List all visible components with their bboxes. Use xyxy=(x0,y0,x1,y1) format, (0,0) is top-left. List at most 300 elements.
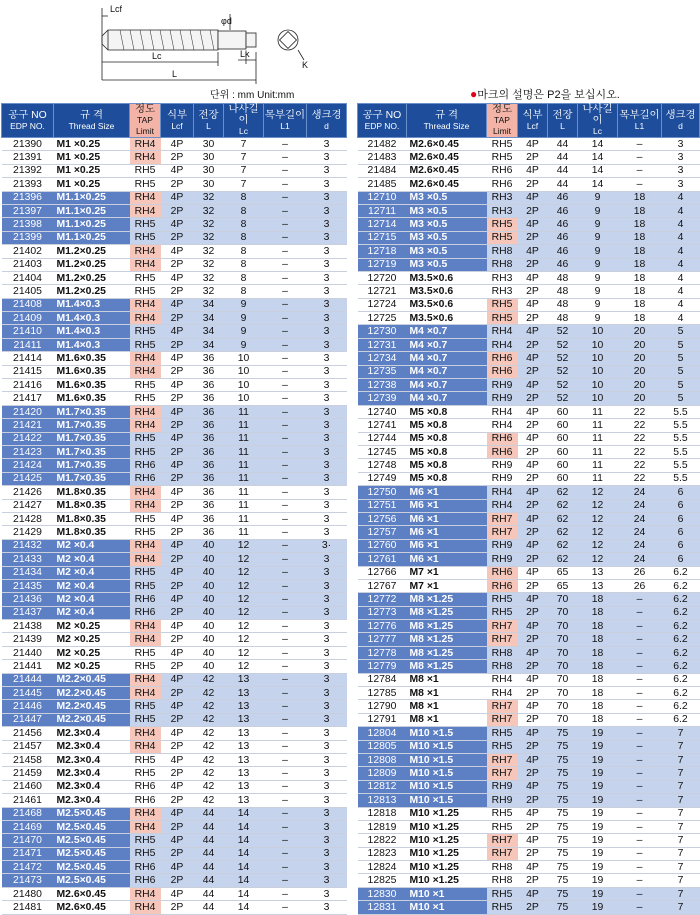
cell-neck-length: – xyxy=(618,807,662,820)
cell-edp-no: 21409 xyxy=(2,312,54,325)
cell-edp-no: 12830 xyxy=(358,887,407,900)
cell-tap-limit: RH6 xyxy=(487,432,518,445)
cell-tap-limit: RH5 xyxy=(130,164,161,177)
cell-lcf: 4P xyxy=(518,432,548,445)
cell-neck-length: – xyxy=(264,445,307,458)
cell-edp-no: 21441 xyxy=(2,660,54,673)
cell-thread-size: M3 ×0.5 xyxy=(407,245,487,258)
table-row xyxy=(2,512,347,525)
cell-lcf: 4P xyxy=(518,298,548,311)
cell-lcf: 4P xyxy=(161,379,194,392)
cell-edp-no: 21485 xyxy=(358,178,407,191)
cell-thread-size: M10 ×1 xyxy=(407,887,487,900)
cell-lcf: 4P xyxy=(161,164,194,177)
cell-neck-length: 18 xyxy=(618,245,662,258)
cell-thread-length: 18 xyxy=(578,660,618,673)
table-row xyxy=(2,231,347,244)
cell-lcf: 4P xyxy=(518,191,548,204)
cell-thread-size: M2.5×0.45 xyxy=(54,820,130,833)
cell-edp-no: 21417 xyxy=(2,392,54,405)
header-label: 목부길이 xyxy=(264,109,306,121)
cell-shank-dia: 6.2 xyxy=(662,646,700,659)
cell-shank-dia: 5.5 xyxy=(662,459,700,472)
cell-thread-size: M2 ×0.25 xyxy=(54,646,130,659)
cell-thread-size: M2.2×0.45 xyxy=(54,673,130,686)
cell-shank-dia: 5.5 xyxy=(662,472,700,485)
cell-tap-limit: RH6 xyxy=(487,566,518,579)
table-row xyxy=(2,151,347,164)
cell-thread-size: M2.2×0.45 xyxy=(54,700,130,713)
cell-shank-dia: 4 xyxy=(662,298,700,311)
cell-length: 40 xyxy=(194,646,224,659)
cell-thread-length: 12 xyxy=(224,553,264,566)
cell-neck-length: – xyxy=(264,753,307,766)
header-label-en: EDP NO. xyxy=(10,120,45,131)
cell-length: 34 xyxy=(194,298,224,311)
cell-thread-size: M8 ×1 xyxy=(407,673,487,686)
cell-tap-limit: RH9 xyxy=(487,392,518,405)
cell-thread-length: 11 xyxy=(224,486,264,499)
cell-thread-length: 11 xyxy=(224,445,264,458)
header-neck-length xyxy=(618,104,662,138)
header-thread-size xyxy=(407,104,487,138)
cell-shank-dia: 3 xyxy=(307,432,347,445)
cell-lcf: 4P xyxy=(518,405,548,418)
cell-neck-length: – xyxy=(618,646,662,659)
cell-thread-length: 12 xyxy=(224,566,264,579)
cell-length: 75 xyxy=(548,820,578,833)
cell-thread-length: 18 xyxy=(578,633,618,646)
cell-shank-dia: 3 xyxy=(307,405,347,418)
cell-neck-length: – xyxy=(264,807,307,820)
cell-thread-size: M2 ×0.25 xyxy=(54,633,130,646)
cell-tap-limit: RH5 xyxy=(130,285,161,298)
cell-neck-length: – xyxy=(264,352,307,365)
cell-shank-dia: 5.5 xyxy=(662,405,700,418)
cell-thread-size: M2.5×0.45 xyxy=(54,847,130,860)
cell-edp-no: 21416 xyxy=(2,379,54,392)
cell-tap-limit: RH6 xyxy=(487,365,518,378)
table-row xyxy=(2,687,347,700)
cell-tap-limit: RH3 xyxy=(487,271,518,284)
cell-thread-length: 9 xyxy=(578,218,618,231)
cell-neck-length: 22 xyxy=(618,445,662,458)
cell-lcf: 2P xyxy=(518,767,548,780)
cell-thread-length: 9 xyxy=(578,271,618,284)
table-row xyxy=(2,553,347,566)
cell-edp-no: 12751 xyxy=(358,499,407,512)
cell-shank-dia: 3 xyxy=(307,740,347,753)
cell-shank-dia: 5 xyxy=(662,338,700,351)
cell-tap-limit: RH4 xyxy=(487,419,518,432)
cell-neck-length: – xyxy=(264,780,307,793)
cell-thread-length: 7 xyxy=(224,178,264,191)
cell-neck-length: 22 xyxy=(618,419,662,432)
cell-thread-size: M1.1×0.25 xyxy=(54,191,130,204)
cell-length: 70 xyxy=(548,673,578,686)
table-row xyxy=(2,325,347,338)
table-row xyxy=(2,445,347,458)
cell-shank-dia: 6 xyxy=(662,553,700,566)
cell-tap-limit: RH6 xyxy=(487,445,518,458)
cell-neck-length: 18 xyxy=(618,191,662,204)
cell-edp-no: 12825 xyxy=(358,874,407,887)
table-row xyxy=(358,767,700,780)
cell-thread-size: M2 ×0.4 xyxy=(54,553,130,566)
cell-neck-length: – xyxy=(264,633,307,646)
cell-neck-length: – xyxy=(618,660,662,673)
cell-length: 62 xyxy=(548,553,578,566)
cell-tap-limit: RH7 xyxy=(487,512,518,525)
cell-edp-no: 12748 xyxy=(358,459,407,472)
cell-length: 75 xyxy=(548,727,578,740)
cell-lcf: 2P xyxy=(161,338,194,351)
table-row xyxy=(358,606,700,619)
cell-tap-limit: RH5 xyxy=(487,727,518,740)
cell-lcf: 2P xyxy=(161,767,194,780)
cell-thread-size: M2.5×0.45 xyxy=(54,861,130,874)
cell-tap-limit: RH4 xyxy=(130,245,161,258)
cell-thread-size: M3.5×0.6 xyxy=(407,298,487,311)
header-label: 생크경 xyxy=(665,109,696,121)
table-row xyxy=(358,271,700,284)
cell-shank-dia: 4 xyxy=(662,191,700,204)
cell-thread-size: M1.8×0.35 xyxy=(54,486,130,499)
cell-thread-size: M2.6×0.45 xyxy=(54,887,130,900)
cell-thread-size: M8 ×1 xyxy=(407,687,487,700)
cell-edp-no: 12721 xyxy=(358,285,407,298)
cell-length: 75 xyxy=(548,767,578,780)
cell-thread-size: M2.6×0.45 xyxy=(407,178,487,191)
header-label-en: Thread Size xyxy=(423,120,470,131)
cell-length: 30 xyxy=(194,164,224,177)
table-row xyxy=(358,620,700,633)
cell-shank-dia: 4 xyxy=(662,218,700,231)
cell-tap-limit: RH4 xyxy=(130,539,161,552)
cell-tap-limit: RH7 xyxy=(487,700,518,713)
cell-length: 75 xyxy=(548,794,578,807)
cell-edp-no: 12808 xyxy=(358,753,407,766)
cell-thread-size: M1 ×0.25 xyxy=(54,138,130,151)
cell-tap-limit: RH7 xyxy=(487,713,518,726)
cell-tap-limit: RH4 xyxy=(487,687,518,700)
cell-shank-dia: 7 xyxy=(662,780,700,793)
cell-neck-length: – xyxy=(264,204,307,217)
cell-thread-size: M2.5×0.45 xyxy=(54,834,130,847)
cell-shank-dia: 3 xyxy=(307,633,347,646)
cell-thread-length: 13 xyxy=(224,700,264,713)
cell-shank-dia: 5 xyxy=(662,365,700,378)
cell-neck-length: – xyxy=(264,151,307,164)
cell-thread-size: M8 ×1.25 xyxy=(407,606,487,619)
table-row xyxy=(2,794,347,807)
cell-thread-length: 13 xyxy=(224,794,264,807)
cell-edp-no: 21436 xyxy=(2,593,54,606)
cell-length: 42 xyxy=(194,727,224,740)
cell-length: 70 xyxy=(548,687,578,700)
table-row xyxy=(358,633,700,646)
cell-shank-dia: 5.5 xyxy=(662,419,700,432)
cell-lcf: 4P xyxy=(161,861,194,874)
cell-length: 75 xyxy=(548,861,578,874)
cell-lcf: 2P xyxy=(161,445,194,458)
cell-shank-dia: 7 xyxy=(662,861,700,874)
cell-shank-dia: 3 xyxy=(307,713,347,726)
cell-length: 32 xyxy=(194,218,224,231)
cell-thread-length: 14 xyxy=(578,138,618,151)
cell-tap-limit: RH5 xyxy=(487,901,518,914)
cell-length: 44 xyxy=(194,834,224,847)
cell-length: 46 xyxy=(548,204,578,217)
cell-length: 32 xyxy=(194,191,224,204)
cell-tap-limit: RH5 xyxy=(130,178,161,191)
cell-tap-limit: RH5 xyxy=(487,138,518,151)
cell-thread-length: 12 xyxy=(224,620,264,633)
cell-shank-dia: 3 xyxy=(307,512,347,525)
cell-length: 36 xyxy=(194,526,224,539)
cell-thread-length: 9 xyxy=(578,191,618,204)
cell-shank-dia: 6.2 xyxy=(662,566,700,579)
cell-thread-length: 9 xyxy=(224,338,264,351)
cell-thread-size: M2 ×0.4 xyxy=(54,579,130,592)
cell-thread-size: M2.5×0.45 xyxy=(54,807,130,820)
table-row xyxy=(2,138,347,151)
cell-lcf: 2P xyxy=(161,874,194,887)
table-row xyxy=(2,539,347,552)
header-length xyxy=(548,104,578,138)
cell-shank-dia: 3 xyxy=(307,767,347,780)
cell-edp-no: 21457 xyxy=(2,740,54,753)
header-label-en: Lcf xyxy=(171,120,183,131)
cell-edp-no: 21390 xyxy=(2,138,54,151)
header-neck-length xyxy=(264,104,307,138)
cell-shank-dia: 3 xyxy=(307,472,347,485)
cell-length: 75 xyxy=(548,847,578,860)
cell-thread-size: M6 ×1 xyxy=(407,486,487,499)
cell-thread-length: 19 xyxy=(578,887,618,900)
cell-lcf: 4P xyxy=(161,138,194,151)
table-row xyxy=(358,245,700,258)
table-row xyxy=(2,820,347,833)
header-label-en: L1 xyxy=(280,120,290,131)
cell-edp-no: 12790 xyxy=(358,700,407,713)
cell-lcf: 2P xyxy=(161,472,194,485)
cell-neck-length: – xyxy=(618,780,662,793)
cell-neck-length: – xyxy=(618,620,662,633)
table-row xyxy=(2,285,347,298)
cell-thread-length: 11 xyxy=(224,432,264,445)
cell-lcf: 2P xyxy=(161,151,194,164)
cell-thread-length: 9 xyxy=(578,285,618,298)
cell-lcf: 4P xyxy=(161,566,194,579)
tap-dimension-diagram xyxy=(90,0,320,90)
cell-length: 70 xyxy=(548,713,578,726)
cell-length: 60 xyxy=(548,445,578,458)
header-label-en: Thread Size xyxy=(68,120,115,131)
cell-edp-no: 21456 xyxy=(2,727,54,740)
table-row xyxy=(358,459,700,472)
cell-shank-dia: 3 xyxy=(307,753,347,766)
cell-lcf: 2P xyxy=(518,713,548,726)
cell-thread-size: M1.6×0.35 xyxy=(54,392,130,405)
header-lcf xyxy=(161,104,194,138)
cell-length: 65 xyxy=(548,566,578,579)
cell-thread-length: 10 xyxy=(224,352,264,365)
cell-tap-limit: RH4 xyxy=(130,419,161,432)
cell-neck-length: – xyxy=(264,539,307,552)
cell-thread-length: 14 xyxy=(224,861,264,874)
cell-thread-length: 7 xyxy=(224,138,264,151)
cell-neck-length: 24 xyxy=(618,512,662,525)
header-label-en: L xyxy=(560,120,565,131)
cell-neck-length: – xyxy=(618,740,662,753)
cell-edp-no: 12824 xyxy=(358,861,407,874)
cell-neck-length: 18 xyxy=(618,258,662,271)
cell-neck-length: – xyxy=(264,499,307,512)
cell-neck-length: – xyxy=(618,834,662,847)
cell-thread-size: M1.2×0.25 xyxy=(54,271,130,284)
cell-shank-dia: 7 xyxy=(662,901,700,914)
cell-thread-length: 12 xyxy=(224,593,264,606)
cell-lcf: 2P xyxy=(518,151,548,164)
cell-lcf: 4P xyxy=(161,432,194,445)
cell-neck-length: 22 xyxy=(618,459,662,472)
cell-thread-size: M5 ×0.8 xyxy=(407,405,487,418)
cell-lcf: 2P xyxy=(161,526,194,539)
cell-shank-dia: 3 xyxy=(307,606,347,619)
cell-tap-limit: RH4 xyxy=(130,405,161,418)
cell-edp-no: 21484 xyxy=(358,164,407,177)
header-label-en: d xyxy=(324,120,329,131)
cell-edp-no: 12785 xyxy=(358,687,407,700)
cell-thread-length: 14 xyxy=(224,834,264,847)
cell-shank-dia: 3 xyxy=(307,338,347,351)
cell-neck-length: – xyxy=(264,486,307,499)
cell-edp-no: 12744 xyxy=(358,432,407,445)
cell-length: 44 xyxy=(194,861,224,874)
table-row xyxy=(358,405,700,418)
cell-lcf: 4P xyxy=(161,887,194,900)
cell-shank-dia: 3 xyxy=(307,445,347,458)
cell-length: 42 xyxy=(194,687,224,700)
cell-edp-no: 12734 xyxy=(358,352,407,365)
cell-tap-limit: RH4 xyxy=(130,620,161,633)
cell-thread-size: M4 ×0.7 xyxy=(407,365,487,378)
cell-edp-no: 21433 xyxy=(2,553,54,566)
cell-neck-length: 22 xyxy=(618,432,662,445)
cell-lcf: 4P xyxy=(161,539,194,552)
header-label: 전장 xyxy=(198,109,219,121)
cell-thread-length: 14 xyxy=(224,847,264,860)
header-label: 생크경 xyxy=(311,109,342,121)
cell-shank-dia: 4 xyxy=(662,312,700,325)
table-row xyxy=(2,593,347,606)
cell-shank-dia: 3 xyxy=(307,365,347,378)
cell-neck-length: 20 xyxy=(618,365,662,378)
cell-edp-no: 12719 xyxy=(358,258,407,271)
cell-edp-no: 21435 xyxy=(2,579,54,592)
cell-thread-length: 19 xyxy=(578,820,618,833)
cell-tap-limit: RH4 xyxy=(130,258,161,271)
cell-lcf: 2P xyxy=(518,901,548,914)
cell-thread-size: M1.2×0.25 xyxy=(54,285,130,298)
cell-thread-size: M1.7×0.35 xyxy=(54,405,130,418)
cell-length: 52 xyxy=(548,325,578,338)
cell-thread-length: 9 xyxy=(578,258,618,271)
cell-lcf: 2P xyxy=(161,365,194,378)
table-row xyxy=(2,365,347,378)
header-label: 규 격 xyxy=(80,109,103,121)
cell-neck-length: – xyxy=(264,834,307,847)
cell-thread-size: M4 ×0.7 xyxy=(407,352,487,365)
cell-length: 32 xyxy=(194,258,224,271)
cell-tap-limit: RH6 xyxy=(130,861,161,874)
cell-edp-no: 21434 xyxy=(2,566,54,579)
cell-lcf: 4P xyxy=(161,512,194,525)
cell-tap-limit: RH5 xyxy=(130,231,161,244)
cell-tap-limit: RH5 xyxy=(130,713,161,726)
cell-length: 34 xyxy=(194,312,224,325)
cell-edp-no: 21423 xyxy=(2,445,54,458)
table-row xyxy=(358,901,700,914)
cell-neck-length: – xyxy=(264,138,307,151)
cell-edp-no: 21471 xyxy=(2,847,54,860)
cell-length: 44 xyxy=(548,178,578,191)
cell-edp-no: 12756 xyxy=(358,512,407,525)
header-tap-limit xyxy=(130,104,161,138)
cell-tap-limit: RH8 xyxy=(487,874,518,887)
cell-thread-size: M8 ×1 xyxy=(407,700,487,713)
table-row xyxy=(358,660,700,673)
cell-lcf: 4P xyxy=(518,593,548,606)
table-row xyxy=(2,646,347,659)
cell-length: 36 xyxy=(194,512,224,525)
cell-neck-length: – xyxy=(618,820,662,833)
cell-edp-no: 12714 xyxy=(358,218,407,231)
cell-thread-size: M1.6×0.35 xyxy=(54,379,130,392)
cell-lcf: 4P xyxy=(161,620,194,633)
cell-neck-length: – xyxy=(264,887,307,900)
cell-shank-dia: 3 xyxy=(307,579,347,592)
cell-neck-length: – xyxy=(618,606,662,619)
cell-lcf: 2P xyxy=(518,472,548,485)
cell-shank-dia: 3 xyxy=(662,138,700,151)
cell-thread-size: M1 ×0.25 xyxy=(54,164,130,177)
table-row xyxy=(2,258,347,271)
cell-edp-no: 21410 xyxy=(2,325,54,338)
cell-thread-length: 11 xyxy=(578,445,618,458)
cell-thread-length: 10 xyxy=(578,325,618,338)
cell-length: 44 xyxy=(548,138,578,151)
table-row xyxy=(2,218,347,231)
cell-neck-length: – xyxy=(264,365,307,378)
cell-tap-limit: RH9 xyxy=(487,379,518,392)
table-row xyxy=(358,646,700,659)
cell-thread-size: M1.8×0.35 xyxy=(54,526,130,539)
cell-length: 48 xyxy=(548,285,578,298)
table-row xyxy=(2,874,347,887)
cell-thread-length: 13 xyxy=(224,740,264,753)
cell-length: 40 xyxy=(194,566,224,579)
cell-length: 75 xyxy=(548,834,578,847)
cell-shank-dia: 6 xyxy=(662,486,700,499)
cell-neck-length: 20 xyxy=(618,338,662,351)
table-row xyxy=(358,365,700,378)
cell-tap-limit: RH6 xyxy=(487,164,518,177)
cell-lcf: 4P xyxy=(161,727,194,740)
cell-tap-limit: RH4 xyxy=(130,204,161,217)
cell-thread-size: M1.2×0.25 xyxy=(54,258,130,271)
